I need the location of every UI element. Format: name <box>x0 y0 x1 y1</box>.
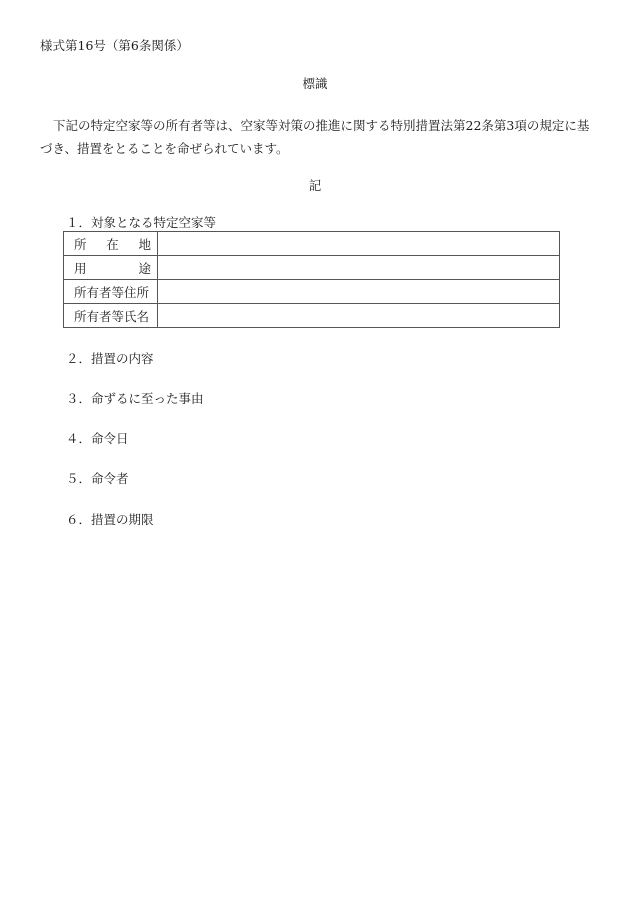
section-number: ６． <box>66 512 92 527</box>
table-row-owner-name <box>64 304 560 328</box>
section-4 <box>66 429 129 447</box>
usage-value[interactable] <box>158 256 560 280</box>
table-row-usage <box>64 256 560 280</box>
table-row-location <box>64 232 560 256</box>
section-6 <box>66 510 154 528</box>
target-property-table <box>63 231 560 328</box>
section-number: ５． <box>66 471 92 486</box>
section-label: 措置の期限 <box>91 512 154 527</box>
label-char: 用 <box>74 260 87 276</box>
owner-name-value[interactable] <box>158 304 560 328</box>
ki-heading: 記 <box>308 178 322 193</box>
section-3 <box>66 389 204 407</box>
section-number: １． <box>66 215 92 230</box>
location-value[interactable] <box>158 232 560 256</box>
row-label: 所有者等氏名 <box>64 304 158 328</box>
section-number: ４． <box>66 431 92 446</box>
table-row-owner-address <box>64 280 560 304</box>
label-char: 在 <box>106 236 119 252</box>
section-5 <box>66 469 129 487</box>
owner-address-value[interactable] <box>158 280 560 304</box>
label-char: 地 <box>138 236 151 252</box>
section-number: ２． <box>66 351 92 366</box>
row-label: 所有者等住所 <box>64 280 158 304</box>
section-label: 対象となる特定空家等 <box>91 215 217 230</box>
row-label <box>64 256 158 280</box>
label-char: 途 <box>138 260 151 276</box>
section-label: 命令日 <box>91 431 129 446</box>
section-label: 措置の内容 <box>91 351 154 366</box>
section-label: 命ずるに至った事由 <box>91 391 204 406</box>
document-title: 標識 <box>302 76 328 91</box>
form-number: 様式第16号（第6条関係） <box>40 38 189 53</box>
body-paragraph <box>40 114 600 160</box>
section-2 <box>66 349 154 367</box>
section-number: ３． <box>66 391 92 406</box>
row-label <box>64 232 158 256</box>
body-text: 下記の特定空家等の所有者等は、空家等対策の推進に関する特別措置法第22条第3項の規定に基づき、措置をとることを命ぜられています。 <box>40 118 590 156</box>
label-char: 所 <box>74 236 87 252</box>
section-1 <box>66 213 216 231</box>
section-label: 命令者 <box>91 471 129 486</box>
